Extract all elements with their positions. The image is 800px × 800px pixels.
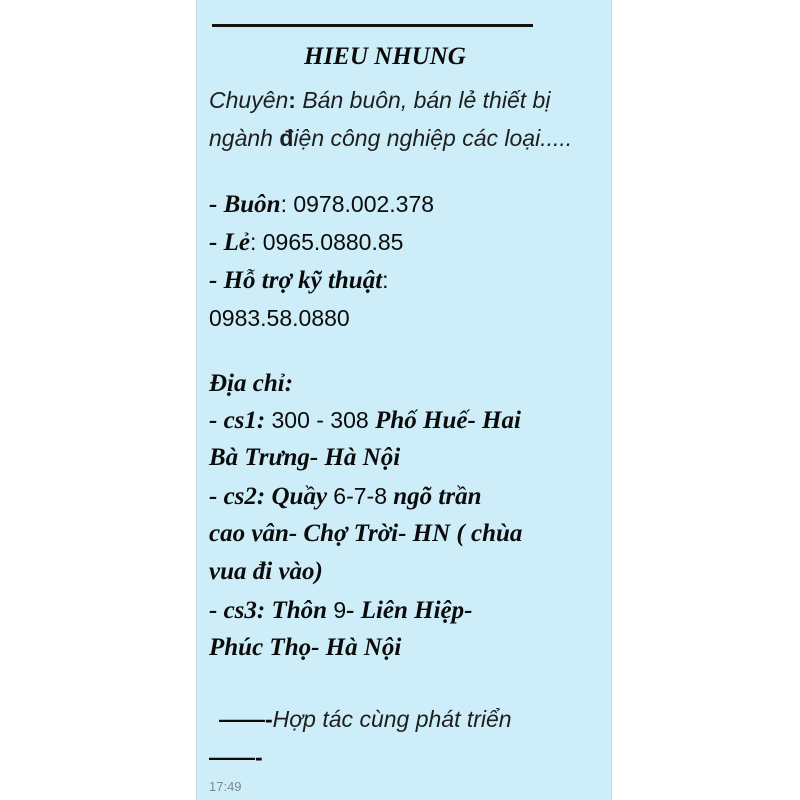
cs2-quay: Quầy bbox=[271, 483, 334, 510]
retail-phone[interactable]: 0965.0880.85 bbox=[256, 229, 404, 255]
cs3-thon: Thôn bbox=[271, 597, 334, 624]
wholesale-phone[interactable]: 0978.002.378 bbox=[286, 191, 435, 217]
address-cs3-line-2: Phúc Thọ- Hà Nội bbox=[209, 634, 402, 661]
address-cs1-line-2: Bà Trưng- Hà Nội bbox=[209, 444, 401, 471]
address-cs2-line-1 bbox=[209, 481, 481, 512]
support-phone[interactable]: 0983.58.0880 bbox=[209, 305, 350, 331]
cs2-number: 6-7-8 bbox=[333, 483, 387, 509]
cs2-rest: ngõ trần bbox=[387, 483, 482, 510]
cs1-street: Phố Huế- Hai bbox=[375, 407, 521, 434]
specialty-text: Bán buôn, bán lẻ thiết bị bbox=[295, 87, 551, 113]
wholesale-line bbox=[209, 189, 434, 220]
business-name: HIEU NHUNG bbox=[304, 43, 466, 70]
specialty-line-2 bbox=[209, 123, 572, 153]
specialty-label: Chuyên bbox=[209, 87, 289, 113]
footer-dash: ——- bbox=[219, 706, 273, 732]
top-divider bbox=[212, 24, 533, 27]
retail-colon: : bbox=[249, 229, 257, 255]
specialty-line-2-end: iện công nghiệp các loại..... bbox=[293, 125, 573, 151]
address-cs3-line-1 bbox=[209, 595, 472, 626]
footer-slogan: Hợp tác cùng phát triển bbox=[272, 706, 512, 732]
wholesale-colon: : bbox=[280, 191, 287, 217]
cs3-prefix: - cs3: bbox=[209, 597, 272, 624]
message-timestamp: 17:49 bbox=[209, 779, 242, 794]
chat-message-bubble[interactable] bbox=[196, 0, 612, 800]
retail-label: - Lẻ bbox=[209, 229, 250, 256]
support-colon: : bbox=[382, 267, 389, 293]
wholesale-label: - Buôn bbox=[209, 191, 281, 218]
cs3-number: 9 bbox=[333, 597, 347, 623]
specialty-line-2-bold: đ bbox=[279, 125, 294, 151]
retail-line bbox=[209, 227, 403, 258]
specialty-line-2-start: ngành bbox=[209, 125, 280, 151]
support-label: - Hỗ trợ kỹ thuật bbox=[209, 267, 383, 294]
address-cs2-line-2: cao vân- Chợ Trời- HN ( chùa bbox=[209, 520, 523, 547]
cs2-prefix: - cs2: bbox=[209, 483, 272, 510]
cs1-prefix: - cs1: bbox=[209, 407, 272, 434]
specialty-line-1 bbox=[209, 85, 550, 115]
support-line bbox=[209, 265, 389, 296]
address-cs1-line-1 bbox=[209, 405, 521, 436]
footer-dash-2: ——- bbox=[209, 744, 263, 770]
cs1-number: 300 - 308 bbox=[271, 407, 376, 433]
footer-slogan-line bbox=[219, 704, 512, 735]
address-cs2-line-3: vua đi vào) bbox=[209, 558, 323, 585]
address-heading: Địa chỉ: bbox=[209, 370, 294, 397]
cs3-rest: - Liên Hiệp- bbox=[346, 597, 473, 624]
specialty-colon: : bbox=[288, 87, 296, 113]
